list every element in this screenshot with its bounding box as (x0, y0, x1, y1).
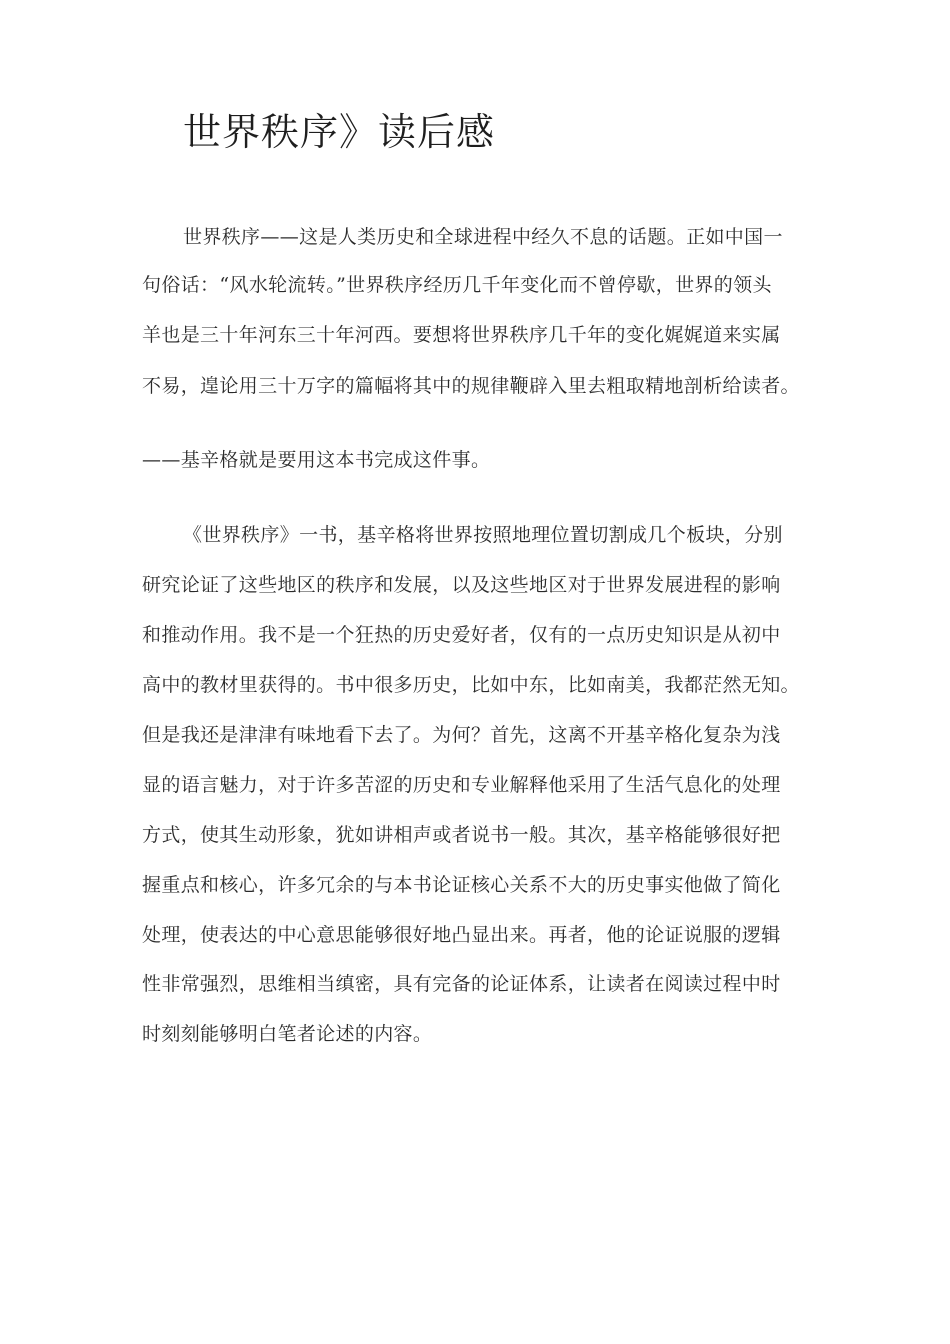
text-line-7: 研究论证了这些地区的秩序和发展，以及这些地区对于世界发展进程的影响 (142, 574, 781, 596)
text-line-4: 不易，遑论用三十万字的篇幅将其中的规律鞭辟入里去粗取精地剖析给读者。 (142, 375, 800, 397)
text-line-15: 性非常强烈，思维相当缜密，具有完备的论证体系，让读者在阅读过程中时 (142, 973, 781, 995)
text-line-2: 句俗话：“风水轮流转。”世界秩序经历几千年变化而不曾停歇，世界的领头 (142, 274, 772, 296)
text-line-16: 时刻刻能够明白笔者论述的内容。 (142, 1023, 433, 1045)
text-line-8: 和推动作用。我不是一个狂热的历史爱好者，仅有的一点历史知识是从初中 (142, 624, 781, 646)
text-line-12: 方式，使其生动形象，犹如讲相声或者说书一般。其次，基辛格能够很好把 (142, 824, 781, 846)
text-line-14: 处理，使表达的中心意思能够很好地凸显出来。再者，他的论证说服的逻辑 (142, 924, 781, 946)
document-title: 世界秩序》读后感 (183, 110, 496, 154)
text-line-3: 羊也是三十年河东三十年河西。要想将世界秩序几千年的变化娓娓道来实属 (142, 324, 781, 346)
text-line-9: 高中的教材里获得的。书中很多历史，比如中东，比如南美，我都茫然无知。 (142, 674, 800, 696)
text-line-1: 世界秩序——这是人类历史和全球进程中经久不息的话题。正如中国一 (183, 226, 783, 248)
text-line-5: ——基辛格就是要用这本书完成这件事。 (142, 449, 491, 471)
text-line-6: 《世界秩序》一书，基辛格将世界按照地理位置切割成几个板块，分别 (183, 524, 783, 546)
text-line-10: 但是我还是津津有味地看下去了。为何？首先，这离不开基辛格化复杂为浅 (142, 724, 781, 746)
text-line-13: 握重点和核心，许多冗余的与本书论证核心关系不大的历史事实他做了简化 (142, 874, 781, 896)
text-line-11: 显的语言魅力，对于许多苦涩的历史和专业解释他采用了生活气息化的处理 (142, 774, 781, 796)
